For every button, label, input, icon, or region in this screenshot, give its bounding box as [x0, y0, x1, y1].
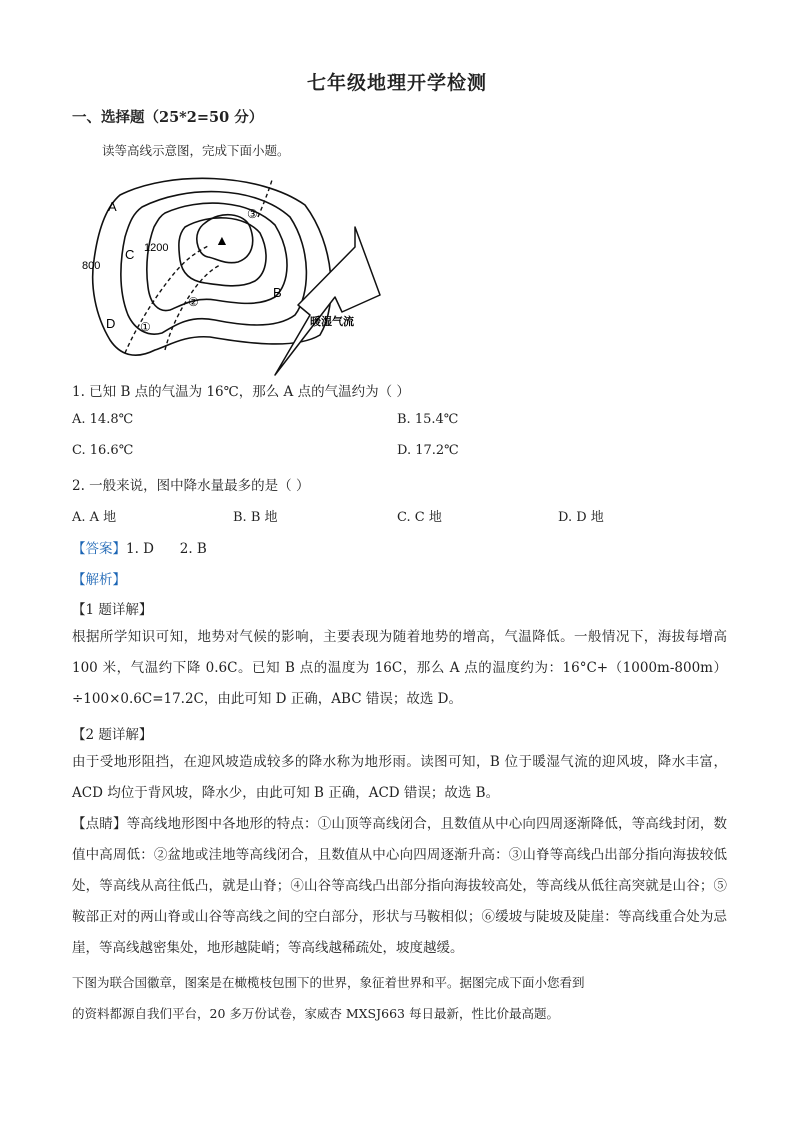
label-1200: 1200: [144, 242, 169, 254]
question-1-option-d: D. 17.2℃: [397, 443, 459, 458]
question-2-option-c: C. C 地: [397, 510, 442, 525]
section-heading: 一、选择题（25*2=50 分）: [72, 109, 264, 126]
contour-line-1200: [179, 218, 266, 286]
question-2-stem: 2. 一般来说，图中降水量最多的是（ ）: [72, 478, 310, 494]
detail-2-heading: 【2 题详解】: [72, 727, 153, 743]
question-1-option-b: B. 15.4℃: [397, 412, 459, 427]
label-ridge-2: ②: [188, 295, 199, 309]
label-ridge-1: ①: [140, 320, 151, 334]
airflow-arrow-icon: [275, 227, 380, 375]
answer-line: [72, 537, 207, 557]
question-1-option-a: A. 14.8℃: [72, 412, 134, 427]
instruction-text: 读等高线示意图，完成下面小题。: [102, 143, 290, 158]
question-2-option-a: A. A 地: [72, 510, 117, 525]
label-ridge-3: ③: [247, 207, 258, 221]
label-C: C: [125, 247, 135, 262]
detail-1-heading: 【1 题详解】: [72, 602, 153, 618]
analysis-label: 【解析】: [72, 572, 126, 588]
label-A: A: [108, 199, 117, 214]
footer-line-2: 的资料都源自我们平台，20 多万份试卷，家威杏 MXSJ663 每日最新，性比价最高题。: [72, 1006, 559, 1021]
question-2-option-d: D. D 地: [558, 510, 604, 525]
contour-map: [70, 165, 390, 380]
answer-label: 【答案】: [72, 541, 126, 557]
footer-line-1: 下图为联合国徽章，图案是在橄榄枝包围下的世界，象征着世界和平。据图完成下面小您看到: [72, 975, 585, 990]
tip-paragraph: [72, 809, 727, 964]
peak-icon: ▲: [215, 232, 229, 248]
tip-body: 等高线地形图中各地形的特点：①山顶等高线闭合，且数值从中心向四周逐渐降低，等高线封闭，数值中高周低：②盆地或洼地等高线闭合，且数值从中心向四周逐渐升高：③山脊等高线凸出部分指向海拔较低处，等高线从高往低凸，就是山脊；④山谷等高线凸出部分指向海拔较高处，等高线从低往高突就是山谷；⑤鞍部正对的两山脊或山谷等高线之间的空白部分，形状与马鞍相似；⑥缓坡与陡坡及陡崖：等高线重合处为忌崖，等高线越密集处，地形越陡峭；等高线越稀疏处，坡度越缓。: [72, 816, 728, 956]
page-title: 七年级地理开学检测: [306, 72, 487, 94]
question-2-option-b: B. B 地: [233, 510, 278, 525]
tip-label: 【点睛】: [72, 816, 127, 832]
question-1-stem: 1. 已知 B 点的气温为 16℃，那么 A 点的气温约为（ ）: [72, 384, 410, 400]
contour-line-outer: [93, 178, 331, 355]
detail-1-body: 根据所学知识可知，地势对气候的影响，主要表现为随着地势的增高，气温降低。一般情况下，海拔每增高 100 米，气温约下降 0.6C。已知 B 点的温度为 16C，那么 A 点的温度约为：16°C+（1000m-800m）÷100×0.6C=17.2C，由此可知 D 正确，ABC 错误；故选 D。: [72, 629, 727, 707]
question-1-option-c: C. 16.6℃: [72, 443, 134, 458]
label-D: D: [106, 316, 116, 331]
label-800: 800: [82, 260, 101, 272]
airflow-label: 暖湿气流: [310, 316, 354, 328]
label-B: B: [273, 285, 282, 300]
detail-2-body: 由于受地形阻挡，在迎风坡造成较多的降水称为地形雨。读图可知，B 位于暖湿气流的迎风坡，降水丰富，ACD 均位于背风坡，降水少，由此可知 B 正确，ACD 错误；故选 B。: [72, 754, 727, 801]
answer-text: 1. D 2. B: [126, 541, 207, 557]
contour-line-2: [121, 192, 307, 335]
